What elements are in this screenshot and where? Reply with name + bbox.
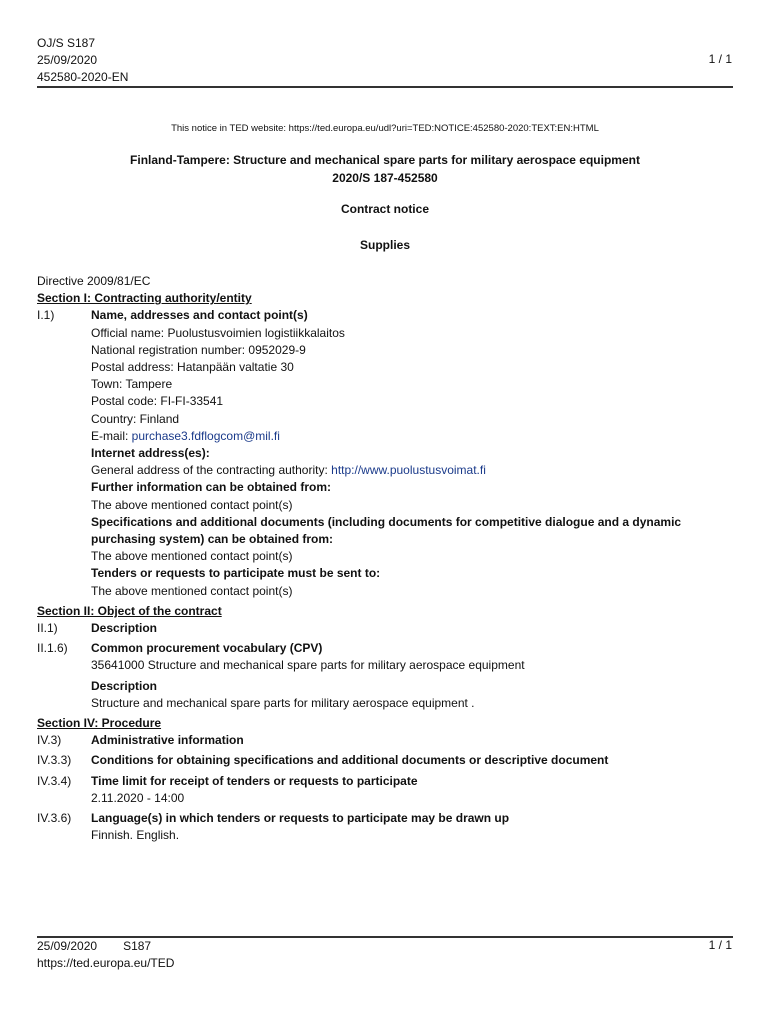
item-iv3 xyxy=(37,732,737,749)
item-ii16 xyxy=(37,640,737,657)
time-limit-value: 2.11.2020 - 14:00 xyxy=(91,790,185,805)
registration-number: National registration number: 0952029-9 xyxy=(91,342,306,357)
general-address-line xyxy=(37,462,737,479)
page-footer xyxy=(37,938,174,972)
page-header xyxy=(37,35,128,86)
footer-page-number: 1 / 1 xyxy=(708,938,732,952)
town: Town: Tampere xyxy=(91,377,173,392)
footer-url[interactable]: https://ted.europa.eu/TED xyxy=(37,956,175,970)
section-1-heading: Section I: Contracting authority/entity xyxy=(37,291,252,306)
directive: Directive 2009/81/EC xyxy=(37,274,151,288)
item-label: Description xyxy=(91,621,158,636)
general-address-link[interactable]: http://www.puolustusvoimat.fi xyxy=(331,463,486,478)
item-number: II.1) xyxy=(37,621,58,636)
item-label: Administrative information xyxy=(91,733,244,748)
header-page-number: 1 / 1 xyxy=(708,52,732,66)
official-name: Official name: Puolustusvoimien logistiikkalaitos xyxy=(91,325,345,340)
email-label: E-mail: xyxy=(91,428,132,443)
tenders-value: The above mentioned contact point(s) xyxy=(91,583,293,598)
item-label: Language(s) in which tenders or requests to participate may be drawn up xyxy=(91,811,510,826)
item-iv33 xyxy=(37,752,737,769)
item-label: Name, addresses and contact point(s) xyxy=(91,308,308,323)
postal-address: Postal address: Hatanpään valtatie 30 xyxy=(91,360,294,375)
notice-body xyxy=(37,273,737,845)
general-address-label: General address of the contracting authority: xyxy=(91,463,332,478)
journal-ref: OJ/S S187 xyxy=(37,36,96,50)
specs-label-line-2: purchasing system) can be obtained from: xyxy=(91,532,334,547)
notice-id: 452580-2020-EN xyxy=(37,70,129,84)
item-iv36 xyxy=(37,810,737,827)
item-number: I.1) xyxy=(37,308,55,323)
tenders-label: Tenders or requests to participate must be sent to: xyxy=(91,566,381,581)
further-info-value: The above mentioned contact point(s) xyxy=(91,497,293,512)
item-number: IV.3.3) xyxy=(37,753,72,768)
title-line-1: Finland-Tampere: Structure and mechanical spare parts for military aerospace equipment xyxy=(130,153,640,167)
description-value: Structure and mechanical spare parts for military aerospace equipment . xyxy=(91,695,475,710)
specs-label-line-1: Specifications and additional documents (including documents for competitive dialogue and a dynamic xyxy=(91,514,682,529)
header-divider xyxy=(37,86,733,88)
cpv-code: 35641000 Structure and mechanical spare parts for military aerospace equipment xyxy=(91,658,525,673)
item-label: Common procurement vocabulary (CPV) xyxy=(91,641,323,656)
email-line xyxy=(37,428,737,445)
notice-title xyxy=(0,152,770,187)
internet-address-label: Internet address(es): xyxy=(91,446,210,461)
footer-series: S187 xyxy=(123,939,152,953)
item-label: Conditions for obtaining specifications and additional documents or descriptive document xyxy=(91,753,609,768)
specs-value: The above mentioned contact point(s) xyxy=(91,549,293,564)
title-line-2: 2020/S 187-452580 xyxy=(332,170,438,185)
footer-date: 25/09/2020 xyxy=(37,939,98,953)
item-number: IV.3.4) xyxy=(37,773,72,788)
item-iv34 xyxy=(37,773,737,790)
category: Supplies xyxy=(359,238,410,252)
email-link[interactable]: purchase3.fdflogcom@mil.fi xyxy=(131,428,280,443)
country: Country: Finland xyxy=(91,411,180,426)
item-number: IV.3) xyxy=(37,733,62,748)
languages-value: Finnish. English. xyxy=(91,828,180,843)
footer-line-1 xyxy=(37,938,174,955)
contract-type: Contract notice xyxy=(340,202,429,216)
item-number: IV.3.6) xyxy=(37,811,72,826)
item-number: II.1.6) xyxy=(37,641,68,656)
item-ii1 xyxy=(37,620,737,637)
section-2-heading: Section II: Object of the contract xyxy=(37,603,222,618)
header-date: 25/09/2020 xyxy=(37,53,98,67)
description-label: Description xyxy=(91,678,158,693)
item-label: Time limit for receipt of tenders or requests to participate xyxy=(91,773,418,788)
section-4-heading: Section IV: Procedure xyxy=(37,716,162,731)
item-i1 xyxy=(37,307,737,324)
postal-code: Postal code: FI-FI-33541 xyxy=(91,394,224,409)
further-info-label: Further information can be obtained from: xyxy=(91,480,332,495)
ted-website-line: This notice in TED website: https://ted.europa.eu/udl?uri=TED:NOTICE:452580-2020:TEXT:EN:HTML xyxy=(171,123,599,134)
